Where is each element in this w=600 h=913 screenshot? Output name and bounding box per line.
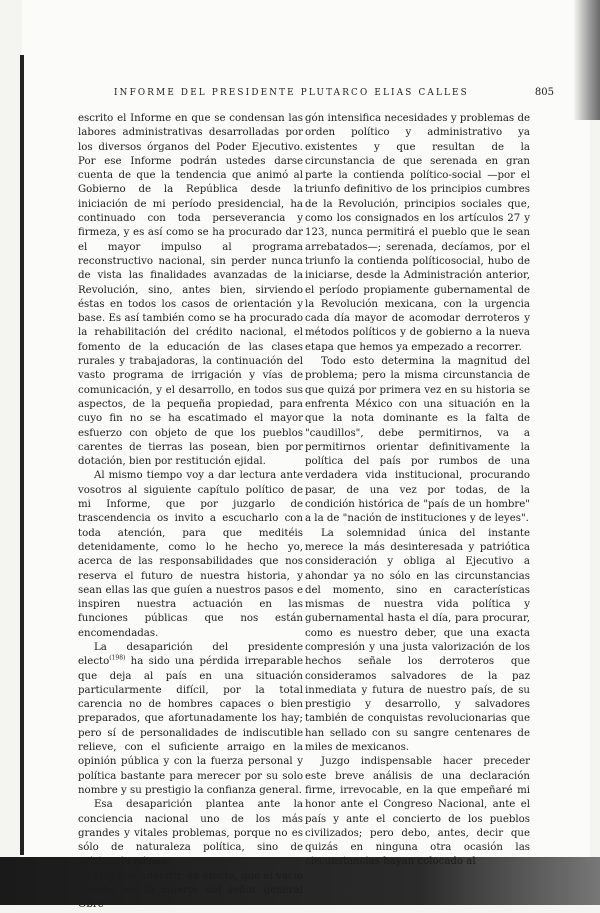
running-header [70,88,554,104]
paragraph: Juzgo indispensable hacer preceder este breve análisis de una declaración firme, irrevocable, en la que empeñaré mi honor ante el Congreso Nacional, ante el país y ante el concierto de los pueblos civilizados; pero debo, antes, decir que quizás en ninguna otra ocasión las circunstancias hayan colocado al [305,756,530,868]
left-column [78,112,303,913]
paragraph: gón intensifica necesidades y problemas de orden político y administrativo ya existentes y que resultan de la circunstancia de que serenada en gran parte la contienda político-social —por el triunfo definitivo de los principios cumbres de la Revolución, principios sociales que, como los consignados en los artículos 27 y 123, nunca permitirá el pueblo que le sean arrebatados—; serenada, decíamos, por el triunfo la contienda políticosocial, hubo de iniciarse, desde la Administración anterior, el período propiamente gubernamental de la Revolución mexicana, con la urgencia cada día mayor de acomodar derroteros y métodos políticos y de gobierno a la nueva etapa que hemos ya empezado a recorrer. [305,113,530,353]
paragraph: escrito el Informe en que se condensan las labores administrativas desarrolladas por los diversos órganos del Poder Ejecutivo. Por ese Informe podrán ustedes darse cuenta de que la tendencia que animó al Gobierno de la República desde la iniciación de mi período presidencial, ha continuado con toda perseverancia y firmeza, y es así como se ha procurado dar el mayor impulso al programa reconstructivo nacional, sin perder nunca de vista las finalidades avanzadas de la Revolución, sino, antes bien, sirviendo éstas en todos los casos de orientación y base. Es así también como se ha procurado la rehabilitación del crédito nacional, el fomento de la educación de las clases rurales y trabajadoras, la continuación del vasto programa de irrigación y vías de comunicación, y el desarrollo, en todos sus aspectos, de la pequeña propiedad, para cuyo fin no se ha escatimado el mayor esfuerzo con objeto de que los pueblos carentes de tierras las posean, bien por dotación, bien por restitución ejidal. [78,113,303,468]
paragraph [78,641,303,798]
paragraph-text: ha sido una pérdida irreparable que deja al país en una situación particularmente difícil, por la total carencia no de hombres capaces o bien preparados, que afortunadamente los hay; pero sí de personalidades de indiscutible relieve, con el suficiente arraigo en la opinión pública y con la fuerza personal y política bastante para merecer por su solo nombre y su prestigio la confianza general. [78,656,303,796]
right-column [305,112,530,870]
page-edge-rule [20,55,24,855]
paragraph-text: La desaparición del presidente electo [78,641,303,668]
scan-shadow-corner [574,0,600,120]
paragraph: La solemnidad única del instante merece la más desinteresada y patriótica consideración y obliga al Ejecutivo a ahondar ya no sólo en las circunstancias del momento, sino en características mismas de nuestra vida política y gubernamental hasta el día, para procurar, como es nuestro deber, que una exacta compresión y una justa valorización de los hechos señale los derroteros que consideramos salvadores de la paz inmediata y futura de nuestro país, de su prestigio y desarrollo, y salvadores también de conquistas revolucionarias que han sellado con su sangre centenares de miles de mexicanos. [305,527,530,754]
running-title: INFORME DEL PRESIDENTE PLUTARCO ELIAS CALLES [114,88,469,98]
page-number: 805 [534,87,554,98]
paragraph: Esa desaparición plantea ante la conciencia nacional uno de los más grandes y vitales problemas, porque no es sólo de naturaleza política, sino de existencia misma. [78,799,303,868]
footnote-marker: (198) [109,654,126,662]
paragraph: Todo esto determina la magnitud del problema; pero la misma circunstancia de que quizá por primera vez en su historia se enfrenta México con una situación en la que la nota dominante es la falta de "caudillos", debe permitirnos, va a permitirnos orientar definitivamente la política del país por rumbos de una verdadera vida institucional, procurando pasar, de una vez por todas, de la condición histórica de "país de un hombre" a la de "nación de instituciones y de leyes". [305,356,530,525]
paragraph: Hay que advertir, en efecto, que el vacío creado por la muerte del señor general Obre- [78,870,303,911]
paragraph: Al mismo tiempo voy a dar lectura ante vosotros al siguiente capítulo político de mi Informe, que por juzgarlo de trascendencia os invito a escucharlo con toda atención, para que meditéis detenidamente, como lo he hecho yo, acerca de las responsabilidades que nos reserva el futuro de nuestra historia, y sean ellas las que guíen a nuestros pasos e inspiren nuestra actuación en las funciones públicas que nos están encomendadas. [78,470,303,639]
